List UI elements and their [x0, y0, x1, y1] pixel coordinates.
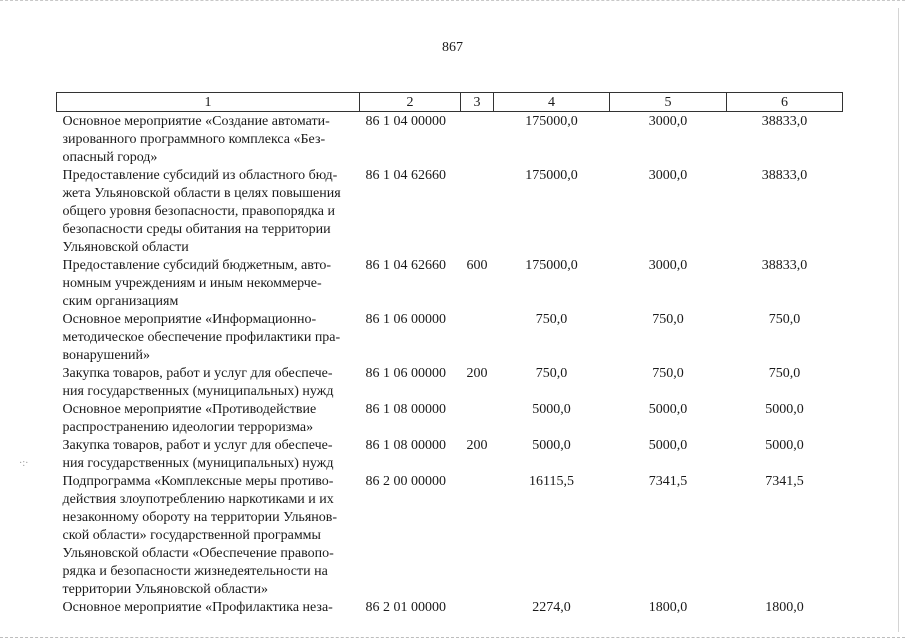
- row-name: Закупка товаров, работ и услуг для обеспече- ния государственных (муниципальных) нужд: [62, 366, 334, 399]
- row-value-col5: 7341,5: [648, 474, 688, 489]
- row-value-col4: 175000,0: [525, 258, 578, 273]
- col-header-2: 2: [360, 93, 461, 112]
- row-value-col4: 175000,0: [525, 114, 578, 129]
- row-value-col6: 750,0: [768, 366, 801, 381]
- row-code: 86 1 08 00000: [365, 438, 446, 453]
- row-value-col6: 5000,0: [765, 438, 804, 453]
- col-header-5: 5: [610, 93, 727, 112]
- table-row: [57, 365, 843, 401]
- row-name: Закупка товаров, работ и услуг для обеспече- ния государственных (муниципальных) нужд: [62, 438, 334, 471]
- table-row: [57, 401, 843, 437]
- table-row: [57, 437, 843, 473]
- row-value-col5: 1800,0: [648, 600, 688, 615]
- row-value-col4: 750,0: [535, 312, 568, 327]
- row-value-col5: 3000,0: [648, 168, 688, 183]
- row-value-col4: 175000,0: [525, 168, 578, 183]
- row-code: 86 1 06 00000: [365, 366, 446, 381]
- row-value-col4: 16115,5: [529, 474, 574, 489]
- table-row: [57, 599, 843, 617]
- row-name: Основное мероприятие «Создание автомати- зированного программного комплекса «Без- опасный город»: [62, 114, 330, 165]
- row-value-col6: 1800,0: [765, 600, 804, 615]
- row-value-col5: 750,0: [652, 312, 684, 327]
- row-value-col4: 5000,0: [532, 438, 571, 453]
- col-header-6: 6: [727, 93, 843, 112]
- row-value-col5: 3000,0: [648, 258, 688, 273]
- col-header-4: 4: [494, 93, 610, 112]
- row-expense-type: [461, 112, 494, 168]
- table-row: [57, 167, 843, 257]
- row-value-col6: 38833,0: [761, 258, 808, 273]
- header-row: [57, 93, 843, 112]
- row-value-col6: 7341,5: [765, 474, 804, 489]
- row-code: 86 1 04 00000: [365, 114, 446, 129]
- row-expense-type: 600: [466, 258, 488, 273]
- row-name: Предоставление субсидий бюджетным, авто- номным учреждениям и иным некоммерче- ским организациям: [62, 258, 332, 309]
- row-expense-type: 200: [466, 366, 488, 381]
- scan-artifact-mark: ·:·: [19, 458, 29, 469]
- row-code: 86 1 08 00000: [365, 402, 446, 417]
- scan-top-edge: [0, 0, 905, 7]
- row-expense-type: 200: [466, 438, 488, 453]
- row-value-col5: 750,0: [652, 366, 684, 381]
- row-name: Подпрограмма «Комплексные меры противо- действия злоупотреблению наркотиками и их незаконному обороту на территории Ульянов- ской области» государственной программы Ульяновской области «Обеспечение правопо- рядка и безопасности жизнедеятельности на территории Ульяновской области»: [62, 474, 338, 597]
- budget-table: [56, 92, 843, 617]
- page-number: 867: [442, 40, 463, 55]
- row-name: Основное мероприятие «Противодействие распространению идеологии терроризма»: [62, 402, 317, 435]
- row-expense-type: [461, 473, 494, 599]
- col-header-1: 1: [57, 93, 360, 112]
- row-value-col4: 750,0: [535, 366, 568, 381]
- table-row: [57, 473, 843, 599]
- row-expense-type: [461, 311, 494, 365]
- scan-bottom-edge: [0, 633, 905, 638]
- row-value-col5: 3000,0: [648, 114, 688, 129]
- row-value-col4: 2274,0: [532, 600, 571, 615]
- row-name: Предоставление субсидий из областного бюд- жета Ульяновской области в целях повышения общего уровня безопасности, правопорядка и безопасности среды обитания на территории Ульяновской области: [62, 168, 341, 255]
- row-value-col4: 5000,0: [532, 402, 571, 417]
- row-code: 86 1 04 62660: [365, 168, 446, 183]
- row-value-col6: 5000,0: [765, 402, 804, 417]
- row-value-col6: 750,0: [768, 312, 801, 327]
- row-expense-type: [461, 401, 494, 437]
- row-code: 86 1 04 62660: [365, 258, 446, 273]
- row-code: 86 2 00 00000: [365, 474, 446, 489]
- row-expense-type: [461, 167, 494, 257]
- row-code: 86 1 06 00000: [365, 312, 446, 327]
- row-value-col5: 5000,0: [648, 438, 688, 453]
- table-header: [57, 93, 843, 112]
- row-name: Основное мероприятие «Профилактика неза-: [62, 600, 333, 615]
- row-expense-type: [461, 599, 494, 617]
- row-value-col6: 38833,0: [761, 114, 808, 129]
- col-header-3: 3: [461, 93, 494, 112]
- table-row: [57, 257, 843, 311]
- table-row: [57, 112, 843, 168]
- table-row: [57, 311, 843, 365]
- row-code: 86 2 01 00000: [365, 600, 446, 615]
- row-name: Основное мероприятие «Информационно- методическое обеспечение профилактики пра- вонарушений»: [62, 312, 341, 363]
- table-body: [57, 112, 843, 618]
- row-value-col5: 5000,0: [648, 402, 688, 417]
- row-value-col6: 38833,0: [761, 168, 808, 183]
- scan-right-edge: [898, 8, 899, 632]
